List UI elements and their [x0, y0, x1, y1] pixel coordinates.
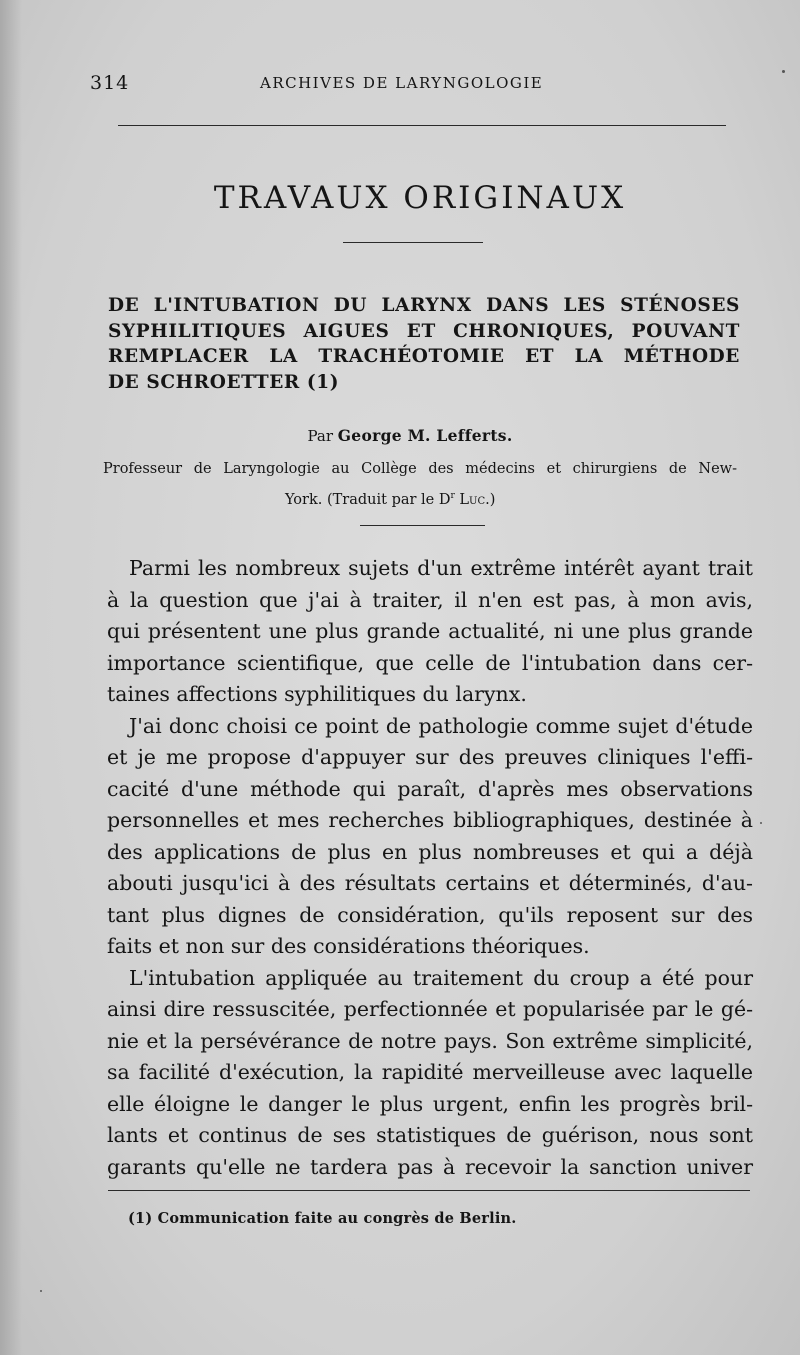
paragraph — [107, 711, 753, 963]
journal-title: ARCHIVES DE LARYNGOLOGIE — [260, 74, 544, 92]
text-line: tant plus dignes de considération, qu'ils reposent sur des — [107, 902, 753, 927]
title-divider — [360, 525, 485, 526]
byline-prefix: Par — [307, 427, 338, 445]
paragraph — [107, 963, 753, 1184]
text-line: sa facilité d'exécution, la rapidité merveilleuse avec laquelle — [107, 1060, 753, 1084]
affiliation-text: York. (Traduit par le D — [285, 491, 451, 508]
section-divider — [343, 242, 483, 243]
article-title — [108, 293, 740, 395]
text-line: faits et non sur des considérations théoriques. — [107, 934, 590, 958]
footnote: (1) Communication faite au congrès de Berlin. — [128, 1210, 517, 1227]
text-line: et je me propose d'appuyer sur des preuves cliniques l'effi- — [107, 745, 753, 769]
article-title-line: DE L'INTUBATION DU LARYNX DANS LES STÉNOSES — [108, 295, 740, 316]
article-title-line: REMPLACER LA TRACHÉOTOMIE ET LA MÉTHODE — [108, 346, 740, 367]
article-body — [107, 553, 753, 1183]
article-title-line: SYPHILITIQUES AIGUES ET CHRONIQUES, POUVANT — [108, 320, 740, 342]
text-line: abouti jusqu'ici à des résultats certains et déterminés, d'au- — [107, 871, 753, 895]
article-title-line: DE SCHROETTER (1) — [108, 371, 340, 393]
text-line: personnelles et mes recherches bibliographiques, destinée à — [107, 808, 753, 832]
text-line: elle éloigne le danger le plus urgent, enfin les progrès bril- — [107, 1091, 753, 1116]
affiliation-superscript: r — [450, 491, 455, 501]
text-line: taines affections syphilitiques du larynx. — [107, 682, 527, 706]
text-line: lants et continus de ses statistiques de guérison, nous sont — [107, 1123, 753, 1147]
text-line: L'intubation appliquée au traitement du croup a été pour — [129, 965, 753, 990]
page-number: 314 — [90, 72, 130, 94]
text-line: des applications de plus en plus nombreuses et qui a déjà — [107, 839, 753, 864]
translator-name: Luc.) — [454, 491, 496, 508]
affiliation-line — [103, 483, 737, 514]
paper-speck — [782, 70, 785, 73]
affiliation-line: Professeur de Laryngologie au Collège des médecins et chirurgiens de New- — [103, 461, 737, 477]
paper-speck — [760, 822, 762, 824]
text-line: nie et la persévérance de notre pays. Son extrême simplicité, — [107, 1028, 753, 1053]
paper-speck — [40, 1290, 42, 1292]
text-line: ainsi dire ressuscitée, perfectionnée et popularisée par le gé- — [107, 997, 753, 1021]
author-name: George M. Lefferts. — [337, 426, 513, 445]
running-header — [90, 72, 740, 102]
text-line: à la question que j'ai à traiter, il n'en est pas, à mon avis, — [107, 587, 753, 612]
header-rule — [118, 125, 726, 126]
text-line: qui présentent une plus grande actualité, ni une plus grande — [107, 619, 753, 643]
paragraph — [107, 553, 753, 711]
text-line: J'ai donc choisi ce point de pathologie comme sujet d'étude — [129, 713, 753, 738]
text-line: garants qu'elle ne tardera pas à recevoir la sanction univer — [107, 1154, 753, 1179]
author-affiliation — [103, 456, 737, 514]
byline — [0, 426, 800, 445]
section-title: TRAVAUX ORIGINAUX — [213, 180, 627, 216]
text-line: Parmi les nombreux sujets d'un extrême intérêt ayant trait — [129, 556, 753, 580]
footnote-rule — [108, 1190, 750, 1191]
text-line: importance scientifique, que celle de l'intubation dans cer- — [107, 650, 753, 675]
text-line: cacité d'une méthode qui paraît, d'après mes observations — [107, 776, 753, 801]
